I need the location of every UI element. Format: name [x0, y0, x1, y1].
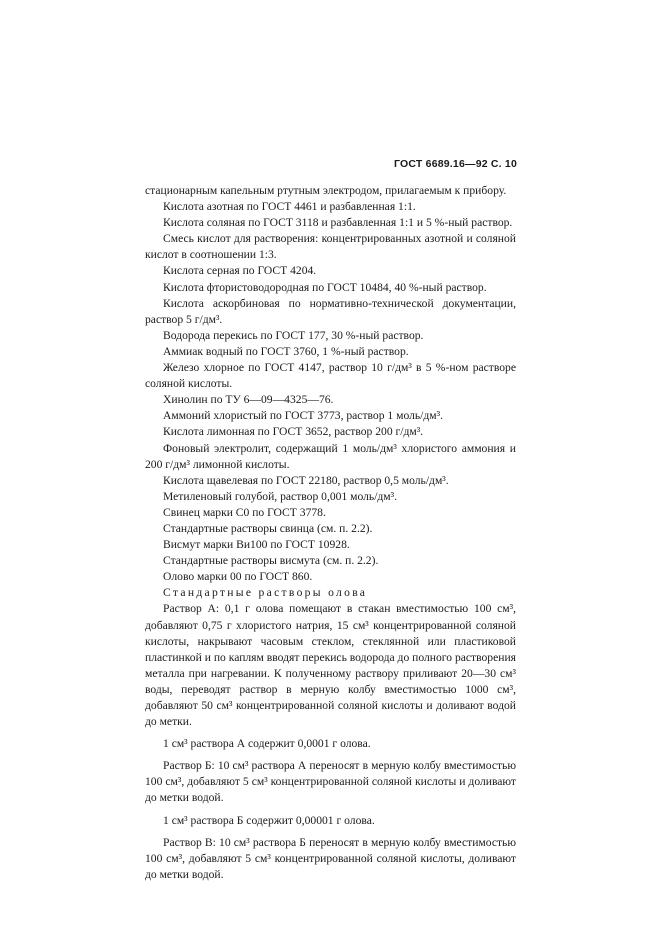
paragraph: Фоновый электролит, содержащий 1 моль/дм³ хлористого аммония и 200 г/дм³ лимонной кислоты. [145, 441, 516, 471]
paragraph: Хинолин по ТУ 6—09—4325—76. [163, 393, 334, 407]
paragraph: стационарным капельным ртутным электродом, прилагаемым к прибору. [145, 184, 507, 197]
paragraph: Аммоний хлористый по ГОСТ 3773, раствор 1 моль/дм³. [163, 409, 443, 423]
paragraph: Кислота серная по ГОСТ 4204. [163, 264, 317, 278]
paragraph: Железо хлорное по ГОСТ 4147, раствор 10 г/дм³ в 5 %-ном растворе соляной кислоты. [145, 361, 516, 391]
paragraph: Кислота соляная по ГОСТ 3118 и разбавленная 1:1 и 5 %-ный раствор. [163, 216, 513, 230]
document-body [145, 183, 516, 883]
paragraph: Кислота азотная по ГОСТ 4461 и разбавленная 1:1. [163, 200, 416, 214]
paragraph: Аммиак водный по ГОСТ 3760, 1 %-ный раствор. [163, 344, 409, 358]
paragraph: Метиленовый голубой, раствор 0,001 моль/дм³. [163, 489, 398, 503]
section-heading: Стандартные растворы олова [163, 586, 368, 600]
paragraph: Кислота щавелевая по ГОСТ 22180, раствор 0,5 моль/дм³. [163, 473, 449, 487]
paragraph: Раствор Б: 10 см³ раствора А переносят в мерную колбу вместимостью 100 см³, добавляют 5 см³ концентрированной соляной кислоты и доливают до метки водой. [145, 759, 516, 805]
paragraph: Висмут марки Ви100 по ГОСТ 10928. [163, 538, 350, 552]
paragraph: Олово марки 00 по ГОСТ 860. [163, 570, 313, 584]
paragraph: Раствор В: 10 см³ раствора Б переносят в мерную колбу вместимостью 100 см³, добавляют 5 см³ концентрированной соляной кислоты, доливают до метки водой. [145, 835, 516, 881]
paragraph: Водорода перекись по ГОСТ 177, 30 %-ный раствор. [163, 328, 424, 342]
paragraph: Смесь кислот для растворения: концентрированных азотной и соляной кислот в соотношении 1:3. [145, 232, 516, 262]
paragraph: Стандартные растворы свинца (см. п. 2.2). [163, 521, 373, 535]
paragraph: Кислота фтористоводородная по ГОСТ 10484, 40 %-ный раствор. [163, 280, 487, 294]
page-header: ГОСТ 6689.16—92 С. 10 [394, 158, 517, 170]
paragraph: Стандартные растворы висмута (см. п. 2.2). [163, 554, 379, 568]
paragraph: Кислота лимонная по ГОСТ 3652, раствор 200 г/дм³. [163, 425, 424, 439]
paragraph: 1 см³ раствора Б содержит 0,00001 г олова. [163, 813, 375, 827]
paragraph: 1 см³ раствора А содержит 0,0001 г олова. [163, 737, 371, 751]
paragraph: Свинец марки С0 по ГОСТ 3778. [163, 505, 326, 519]
paragraph: Кислота аскорбиновая по нормативно-технической документации, раствор 5 г/дм³. [145, 296, 516, 326]
paragraph: Раствор А: 0,1 г олова помещают в стакан вместимостью 100 см³, добавляют 0,75 г хлористого натрия, 15 см³ концентрированной соляной кислоты, накрывают часовым стеклом, стеклянной или пластиковой пластинкой и по каплям вводят перекись водорода до полного растворения металла при нагревании. К полученному раствору приливают 20—30 см³ воды, переводят раствор в мерную колбу вместимостью 1000 см³, добавляют 50 см³ концентрированной соляной кислоты и доливают водой до метки. [145, 602, 516, 729]
